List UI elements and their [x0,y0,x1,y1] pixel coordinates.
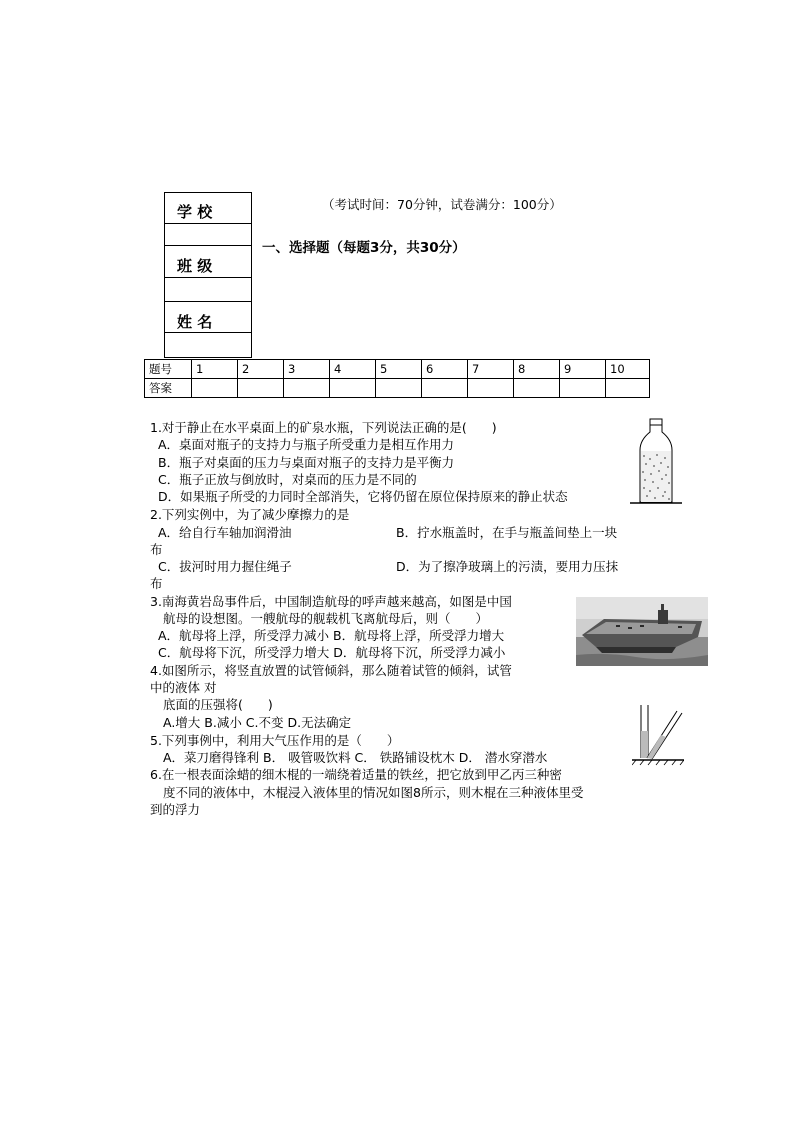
test-tube-figure [632,703,684,767]
table-cell: 3 [284,360,330,379]
table-cell: 7 [468,360,514,379]
q4-options: A.增大 B.减小 C.不变 D.无法确定 [163,715,352,730]
q2-stem: 2.下列实例中，为了减少摩擦力的是 [150,507,350,522]
table-row [145,360,650,379]
q5-options: A．菜刀磨得锋利 B． 吸管吸饮料 C． 铁路铺设枕木 D． 潜水穿潜水 [163,750,548,765]
q2-option-c: C．拔河时用力握住绳子 [158,559,292,574]
q6-stem-cont2: 到的浮力 [150,802,201,817]
section-title: 一、选择题（每题3分，共30分） [262,240,466,256]
q3-options-ab: A．航母将上浮，所受浮力减小 B．航母将上浮，所受浮力增大 [158,628,505,643]
answer-cell-7[interactable] [468,379,514,398]
q4-stem-cont2: 底面的压强将( ) [163,697,273,712]
answer-cell-10[interactable] [606,379,650,398]
table-cell: 4 [330,360,376,379]
table-cell: 1 [192,360,238,379]
answer-cell-1[interactable] [192,379,238,398]
table-cell: 10 [606,360,650,379]
student-info-box: 学 校 班 级 姓 名 [164,192,252,358]
answer-cell-6[interactable] [422,379,468,398]
answer-table [144,359,650,398]
table-header-cell: 题号 [145,360,192,379]
exam-note: （考试时间：70分钟，试卷满分：100分） [322,197,562,212]
q6-stem-cont: 度不同的液体中，木棍浸入液体里的情况如图8所示，则木棍在三种液体里受 [163,785,584,800]
q1-option-c: C．瓶子正放与倒放时，对桌而的压力是不同的 [158,472,417,487]
q4-stem-cont: 中的液体 对 [150,680,217,695]
q2-option-a: A．给自行车轴加润滑油 [158,525,292,540]
table-row [145,379,650,398]
table-cell: 8 [514,360,560,379]
table-cell: 6 [422,360,468,379]
q2-option-d-cont: 布 [150,576,163,591]
table-cell: 9 [560,360,606,379]
q2-option-b: B．拧水瓶盖时，在手与瓶盖间垫上一块 [396,525,618,540]
q1-option-d: D．如果瓶子所受的力同时全部消失，它将仍留在原位保持原来的静止状态 [158,489,568,504]
q2-option-b-cont: 布 [150,542,163,557]
q1-option-b: B．瓶子对桌面的压力与桌面对瓶子的支持力是平衡力 [158,455,455,470]
answer-cell-4[interactable] [330,379,376,398]
q6-stem: 6.在一根表面涂蜡的细木棍的一端绕着适量的铁丝，把它放到甲乙丙三种密 [150,767,562,782]
q3-options-cd: C．航母将下沉，所受浮力增大 D．航母将下沉，所受浮力减小 [158,645,506,660]
answer-cell-5[interactable] [376,379,422,398]
q3-stem: 3.南海黄岩岛事件后，中国制造航母的呼声越来越高，如图是中国 [150,594,512,609]
answer-cell-2[interactable] [238,379,284,398]
table-header-cell: 答案 [145,379,192,398]
q1-option-a: A．桌面对瓶子的支持力与瓶子所受重力是相互作用力 [158,437,455,452]
q4-stem: 4.如图所示，将竖直放置的试管倾斜，那么随着试管的倾斜，试管 [150,663,512,678]
q1-stem: 1.对于静止在水平桌面上的矿泉水瓶，下列说法正确的是( ) [150,420,497,435]
answer-cell-8[interactable] [514,379,560,398]
q5-stem: 5.下列事例中，利用大气压作用的是（ ） [150,733,400,748]
answer-cell-9[interactable] [560,379,606,398]
water-bottle-figure [630,418,682,508]
table-cell: 5 [376,360,422,379]
aircraft-carrier-image [576,597,708,666]
table-cell: 2 [238,360,284,379]
q2-option-d: D．为了擦净玻璃上的污渍，要用力压抹 [396,559,619,574]
q3-stem-cont: 航母的设想图。一艘航母的舰载机飞离航母后，则（ ） [163,611,489,626]
answer-cell-3[interactable] [284,379,330,398]
